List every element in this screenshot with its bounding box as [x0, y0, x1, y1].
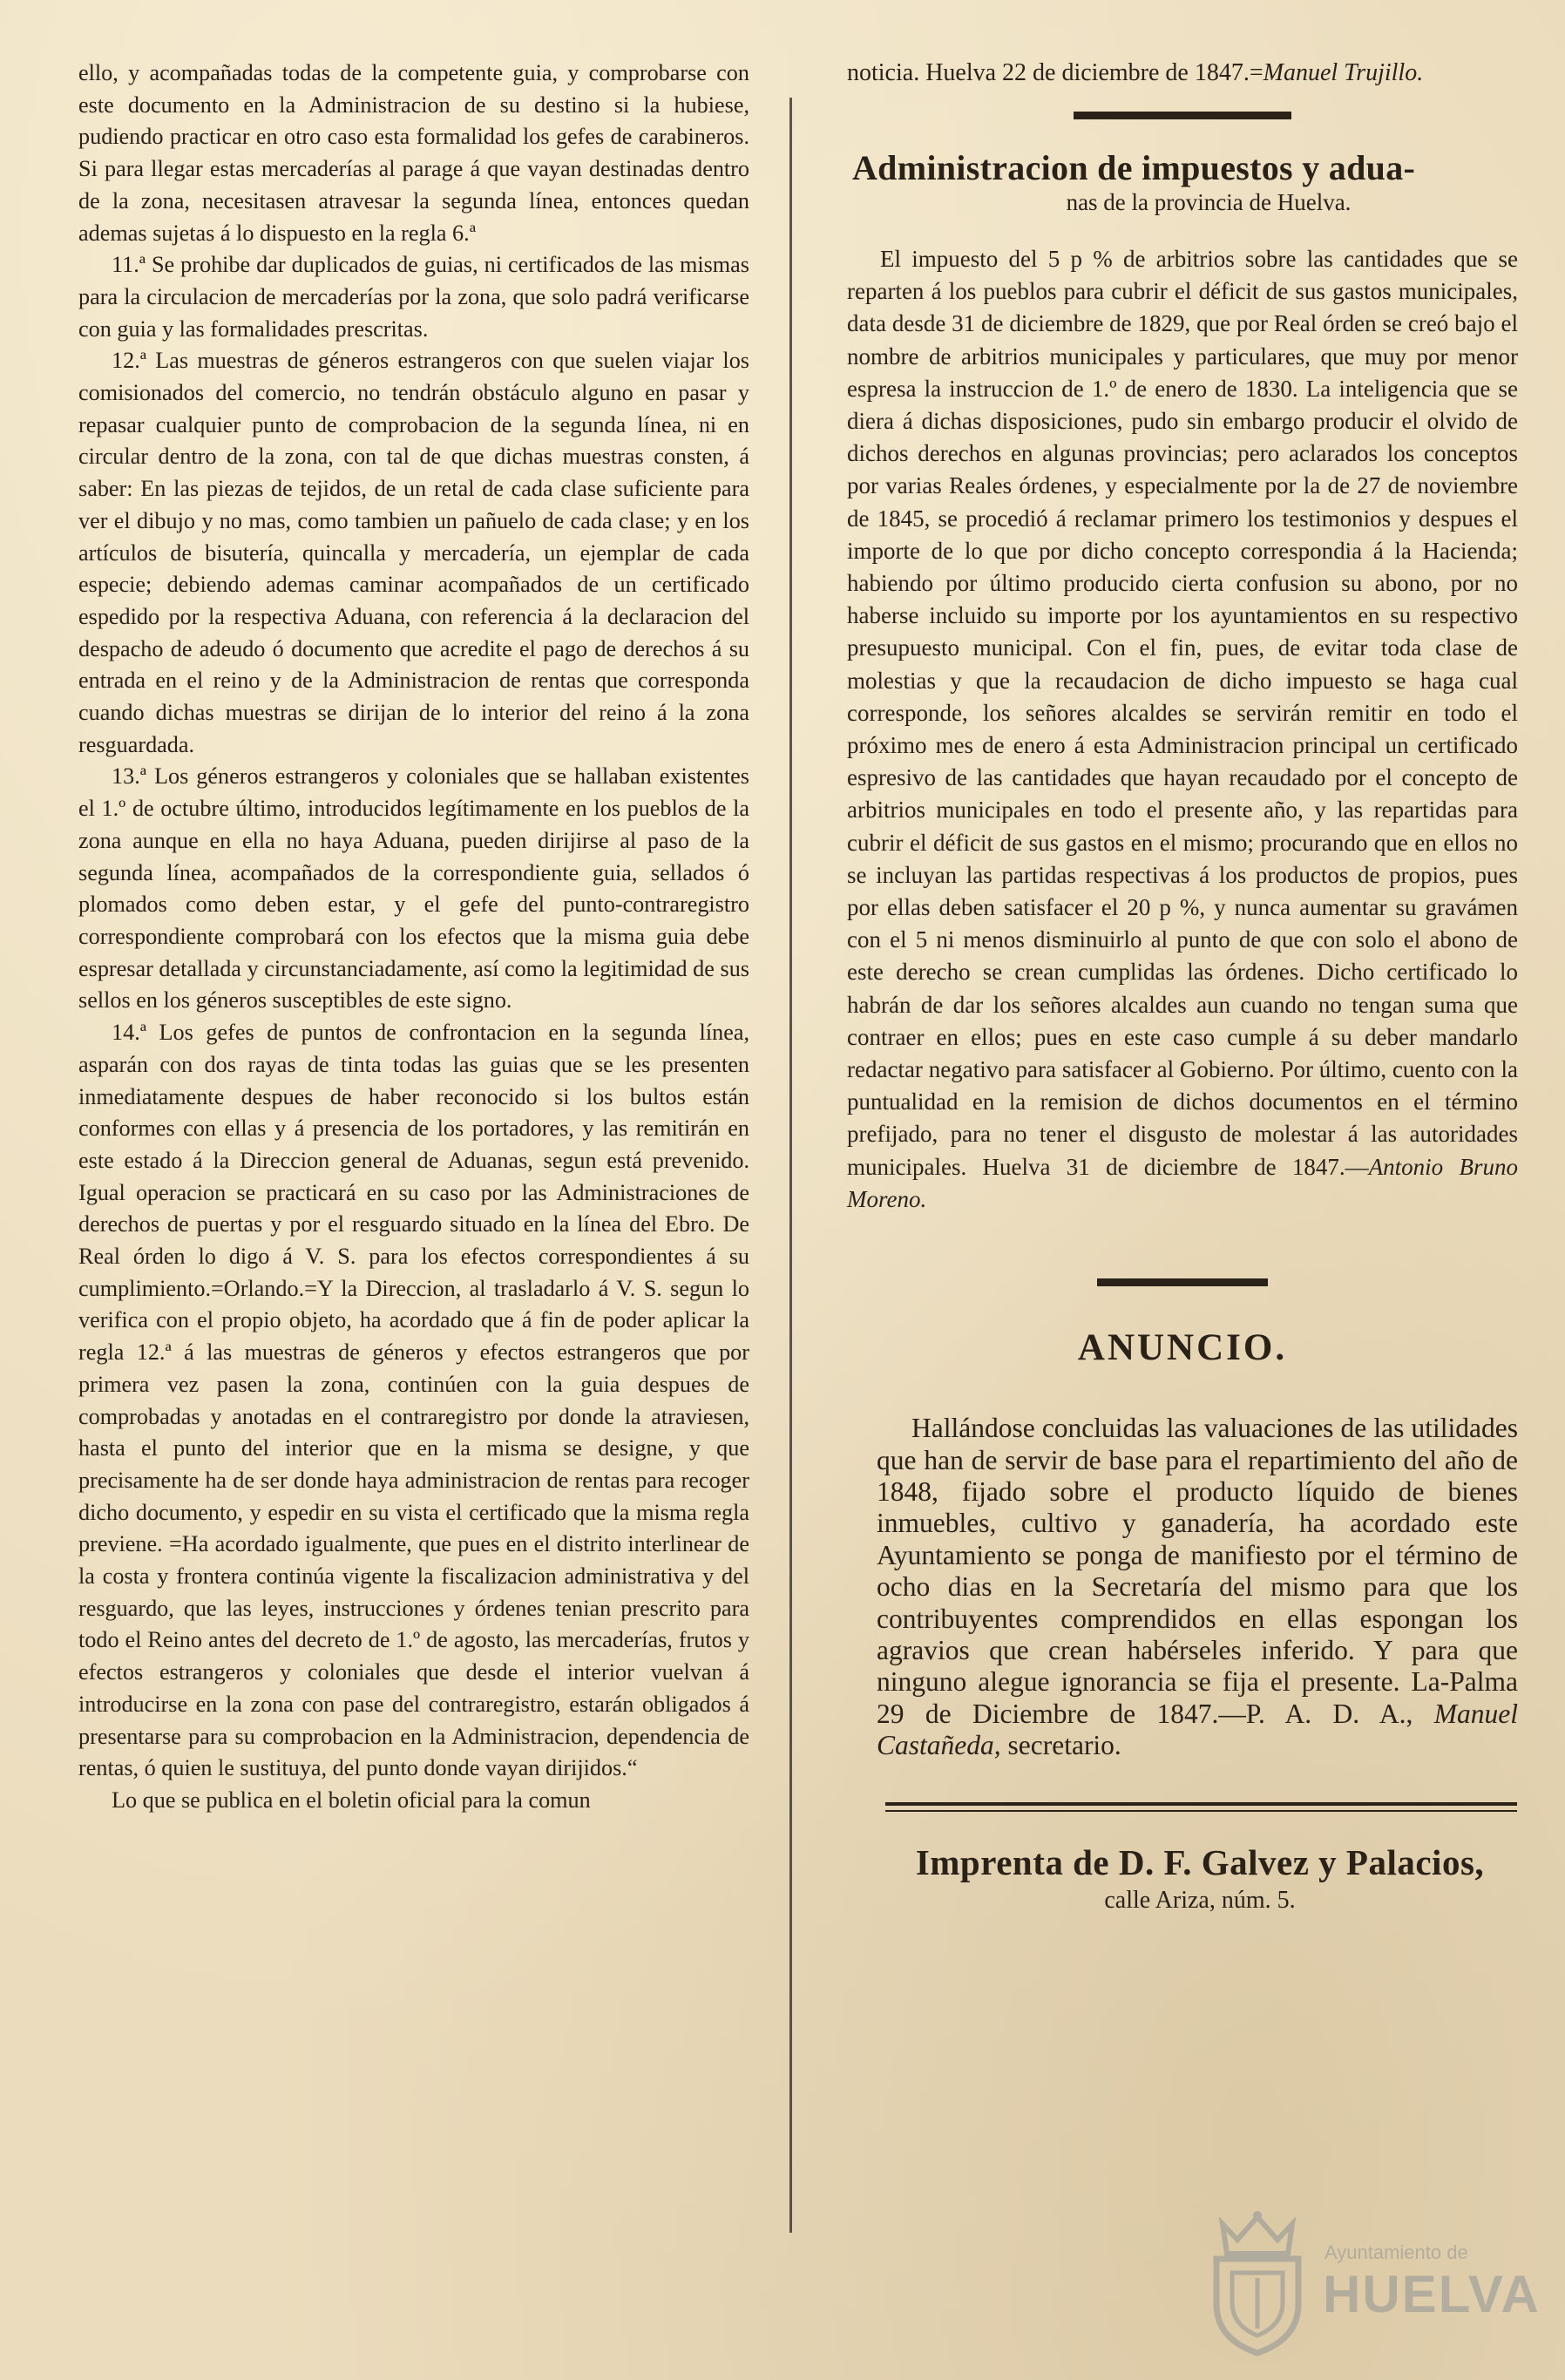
left-paragraph-rule-11: 11.ª Se prohibe dar duplicados de guias, ni certificados de las mismas para la circulacion de mercaderías por la zona, que solo padrá verificarse con guia y las formalidades prescritas.	[78, 252, 749, 342]
watermark	[1196, 2205, 1541, 2362]
left-paragraph-1: ello, y acompañadas todas de la competente guia, y comprobarse con este documento en la Administracion de su destino si la hubiese, pudiendo practicar en otro caso esta formalidad los gefes de carabineros. Si para llegar estas mercaderías al parage á que vayan destinadas dentro de la zona, necesitasen atravesar la segunda línea, entonces quedan ademas sujetas á lo dispuesto en la regla 6.ª	[78, 60, 749, 246]
left-paragraph-closing: Lo que se publica en el boletin oficial para la comun	[112, 1787, 591, 1813]
anuncio-tail: secretario.	[1000, 1730, 1121, 1761]
carry-over-signature: Manuel Trujillo.	[1263, 59, 1424, 86]
carry-over-paragraph	[847, 58, 1518, 89]
crown-shield-emblem-icon	[1201, 2208, 1314, 2356]
section-body	[847, 243, 1518, 1216]
carry-over-text: noticia. Huelva 22 de diciembre de 1847.=	[847, 59, 1264, 86]
left-column	[78, 58, 749, 1817]
section-subtitle: nas de la provincia de Huelva.	[1066, 189, 1352, 215]
column-divider	[789, 98, 792, 2233]
left-paragraph-rule-13: 13.ª Los géneros estrangeros y coloniales que se hallaban existentes el 1.º de octubre último, introducidos legítimamente en los pueblos de la zona aunque en ella no haya Aduana, pueden dirijirse al paso de la segunda línea, acompañados de la correspondiente guia, sellados ó plomados como deben estar, y el gefe del punto-contraregistro correspondiente comprobará con los efectos que la misma guia debe espresar detallada y circunstanciadamente, así como la legitimidad de sus sellos en los géneros susceptibles de este signo.	[78, 763, 749, 1014]
anuncio-signature: Manuel Castañeda,	[877, 1698, 1518, 1761]
footer-double-rule	[885, 1802, 1517, 1812]
anuncio-body-text: Hallándose concluidas las valuaciones de las utilidades que han de servir de base para el repartimiento del año de 1848, fijado sobre el producto líquido de bienes inmuebles, cultivo y ganadería, ha acordado este Ayuntamiento se ponga de manifiesto por el término de ocho dias en la Secretaría del mismo para que los contribuyentes comprendidos en ellas espongan los agravios que crean habérseles inferido. Y para que ninguno alegue ignorancia se fija el presente. La-Palma 29 de Diciembre de 1847.—P. A. D. A.,	[877, 1413, 1518, 1729]
watermark-line-2: HUELVA	[1323, 2265, 1541, 2323]
section-body-text: El impuesto del 5 p % de arbitrios sobre las cantidades que se reparten á los pueblos para cubrir el déficit de sus gastos municipales, data desde 31 de diciembre de 1829, que por Real órden se creó bajo el nombre de arbitrios municipales y particulares, que muy por menor espresa la instruccion de 1.º de enero de 1830. La inteligencia que se diera á dichas disposiciones, pudo sin embargo producir el olvido de dichos derechos en algunas provincias; pero aclarados los conceptos por varias Reales órdenes, y especialmente por la de 27 de noviembre de 1845, se procedió á reclamar primero los testimonios y despues el importe de lo que por dicho concepto correspondia á la Hacienda; habiendo por último producido cierta confusion su abono, por no haberse incluido su importe por los ayuntamientos en su respectivo presupuesto municipal. Con el fin, pues, de evitar toda clase de molestias y que la recaudacion de dicho impuesto se haga cual corresponde, los señores alcaldes se servirán remitir en todo el próximo mes de enero á esta Administracion principal un certificado espresivo de las cantidades que hayan recaudado por el concepto de arbitrios municipales en todo el presente año, y las repartidas para cubrir el déficit de sus gastos en el mismo; procurando que en ellos no se incluyan las partidas respectivas á los productos de propios, pues por ellas deben satisfacer el 20 p %, y nunca aumentar su gravámen con el 5 ni menos disminuirlo al punto de que con solo el abono de este derecho se crean cumplidas las órdenes. Dicho certificado lo habrán de dar los señores alcaldes aun cuando no tengan suma que contraer en ellos; pues en este caso cumple á su deber mandarlo redactar negativo para satisfacer al Gobierno. Por último, cuento con la puntualidad en la remision de dichos documentos en el término prefijado, para no tener el disgusto de molestar á las autoridades municipales. Huelva 31 de diciembre de 1847.—	[847, 246, 1518, 1180]
left-paragraph-rule-14: 14.ª Los gefes de puntos de confrontacion en la segunda línea, asparán con dos rayas de tinta todas las guias que se les presenten inmediatamente despues de haber reconocido si los bultos están conformes con ellas y á presencia de los portadores, y las remitirán en este estado á la Direccion general de Aduanas, segun está prevenido. Igual operacion se practicará en su caso por las Administraciones de derechos de puertas y por el resguardo situado en la línea del Ebro. De Real órden lo digo á V. S. para los efectos correspondientes á su cumplimiento.=Orlando.=Y la Direccion, al trasladarlo á V. S. segun lo verifica con el propio objeto, ha acordado que á fin de poder aplicar la regla 12.ª á las muestras de géneros y efectos estrangeros que por primera vez pasen la zona, continúen con la guia despues de comprobadas y anotadas en el contraregistro por donde la atraviesen, hasta el punto del interior que en la misma se designe, y que precisamente ha de ser donde haya administracion de rentas para recoger dicho documento, y espedir en su vista el certificado que la misma regla previene. =Ha acordado igualmente, que pues en el distrito interlinear de la costa y frontera continúa vigente la fiscalizacion administrativa y del resguardo, que las leyes, instrucciones y órdenes tenian prescrito para todo el Reino antes del decreto de 1.º de agosto, las mercaderías, frutos y efectos estrangeros y coloniales que desde el interior vuelvan á introducirse en la zona con pase del contraregistro, estarán obligados á presentarse para su comprobacion en la Administracion, dependencia de rentas, ó quien le sustituya, del punto donde vayan dirijidos.“	[78, 1020, 749, 1781]
printer-line: Imprenta de D. F. Galvez y Palacios,	[915, 1841, 1485, 1882]
section-rule-2	[1097, 1278, 1268, 1286]
printer-address: calle Ariza, núm. 5.	[1104, 1886, 1296, 1914]
anuncio-title: ANUNCIO.	[1077, 1327, 1288, 1369]
section-title: Administracion de impuestos y adua-	[852, 148, 1416, 187]
anuncio-body	[877, 1413, 1518, 1761]
section-rule-1	[1074, 112, 1291, 119]
watermark-line-1: Ayuntamiento de	[1324, 2241, 1468, 2263]
section-signature: Antonio Bruno Moreno.	[847, 1153, 1518, 1212]
right-column	[847, 58, 1518, 1915]
left-paragraph-rule-12: 12.ª Las muestras de géneros estrangeros con que suelen viajar los comisionados del comercio, no tendrán obstáculo alguno en pasar y repasar cualquier punto de comprobacion de la segunda línea, ni en circular dentro de la zona, con tal de que dichas muestras consten, á saber: En las piezas de tejidos, de un retal de cada clase suficiente para ver el dibujo y no mas, como tambien un pañuelo de cada clase; y en los artículos de bisutería, quincalla y mercadería, un ejemplar de cada especie; debiendo ademas caminar acompañados de un certificado espedido por la respectiva Aduana, con referencia á la declaracion del despacho de adeudo ó documento que acredite el pago de derechos á su entrada en el reino y de la Administracion de rentas que corresponda cuando dichas muestras se dirijan de lo interior del reino á la zona resguardada.	[78, 348, 749, 757]
